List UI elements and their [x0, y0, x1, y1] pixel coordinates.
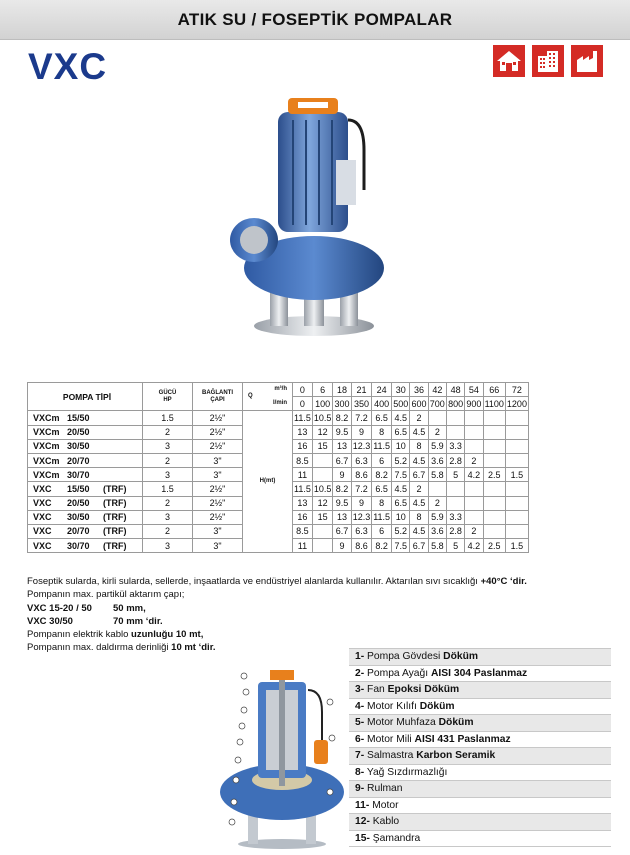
- head-value: 15: [312, 510, 333, 524]
- head-value: 11.5: [372, 439, 392, 453]
- part-item: 11- Motor: [349, 797, 611, 814]
- head-value: 11.5: [293, 482, 313, 496]
- head-value: [312, 524, 333, 538]
- head-value: 6.3: [351, 453, 372, 467]
- flow-m3h: 72: [505, 383, 528, 397]
- parts-table: [349, 648, 611, 847]
- head-value: [483, 482, 505, 496]
- head-value: 8: [372, 425, 392, 439]
- head-value: [465, 510, 483, 524]
- col-connection: BAĞLANTI ÇAPI: [193, 383, 243, 411]
- head-value: 8.6: [351, 468, 372, 482]
- head-value: 6.7: [410, 468, 428, 482]
- head-value: 9: [351, 425, 372, 439]
- head-value: 8: [372, 496, 392, 510]
- pump-model-name: VXCm 30/70: [28, 468, 143, 482]
- head-value: 9.5: [333, 425, 351, 439]
- power-hp: 1.5: [143, 482, 193, 496]
- head-value: 9: [333, 468, 351, 482]
- head-value: [312, 468, 333, 482]
- head-value: [465, 411, 483, 425]
- head-value: 5.2: [392, 453, 410, 467]
- head-value: [505, 439, 528, 453]
- flow-lmin: 0: [293, 397, 313, 411]
- head-value: [483, 496, 505, 510]
- part-row: [349, 781, 611, 798]
- part-row: [349, 764, 611, 781]
- head-value: 8.6: [351, 539, 372, 553]
- connection-size: 2½": [193, 425, 243, 439]
- part-item: 15- Şamandra: [349, 830, 611, 847]
- pump-image: [218, 90, 408, 340]
- flow-m3h: 0: [293, 383, 313, 397]
- head-value: 6.7: [410, 539, 428, 553]
- part-item: 4- Motor Kılıfı Döküm: [349, 698, 611, 715]
- head-value: 6.5: [372, 411, 392, 425]
- head-value: 8.2: [372, 468, 392, 482]
- flow-lmin: 500: [392, 397, 410, 411]
- head-value: 8.2: [372, 539, 392, 553]
- usage-notes: [27, 575, 527, 655]
- power-hp: 3: [143, 439, 193, 453]
- head-value: 7.2: [351, 482, 372, 496]
- part-row: [349, 665, 611, 682]
- head-value: 9: [351, 496, 372, 510]
- power-hp: 2: [143, 496, 193, 510]
- head-value: 4.5: [392, 411, 410, 425]
- head-value: 3.6: [428, 524, 446, 538]
- head-value: 7.5: [392, 539, 410, 553]
- head-value: 5.8: [428, 539, 446, 553]
- col-pump-type: POMPA TİPİ: [28, 383, 143, 411]
- flow-lmin: 300: [333, 397, 351, 411]
- head-value: 7.2: [351, 411, 372, 425]
- flow-lmin: 1200: [505, 397, 528, 411]
- flow-m3h: 21: [351, 383, 372, 397]
- head-value: 6: [372, 453, 392, 467]
- head-value: [505, 524, 528, 538]
- head-value: 2.8: [446, 524, 464, 538]
- flow-lmin: 700: [428, 397, 446, 411]
- head-value: 6.5: [392, 496, 410, 510]
- cable-line: Pompanın elektrik kablo uzunluğu 10 mt,: [27, 629, 204, 641]
- head-value: 1.5: [505, 468, 528, 482]
- head-value: 7.5: [392, 468, 410, 482]
- head-value: 8.2: [333, 411, 351, 425]
- flow-m3h: 48: [446, 383, 464, 397]
- connection-size: 3": [193, 524, 243, 538]
- head-value: 2: [465, 524, 483, 538]
- head-value: 6.5: [392, 425, 410, 439]
- power-hp: 2: [143, 524, 193, 538]
- part-item: 1- Pompa Gövdesi Döküm: [349, 649, 611, 666]
- head-value: 8: [410, 439, 428, 453]
- page-title: ATIK SU / FOSEPTİK POMPALAR: [177, 10, 453, 29]
- flow-m3h: 42: [428, 383, 446, 397]
- usage-line: Foseptik sularda, kirli sularda, sellerde, inşaatlarda ve endüstriyel alanlarda kullanılır. Aktarılan sıvı sıcaklığı +40°C ‘dir.: [27, 576, 527, 587]
- flow-m3h: 18: [333, 383, 351, 397]
- head-value: 6.7: [333, 524, 351, 538]
- head-value: [446, 496, 464, 510]
- head-value: 13: [293, 496, 313, 510]
- pump-model-name: VXC 20/70 (TRF): [28, 524, 143, 538]
- head-value: [483, 411, 505, 425]
- flow-lmin: 350: [351, 397, 372, 411]
- head-value: 3.6: [428, 453, 446, 467]
- connection-size: 2½": [193, 496, 243, 510]
- head-value: 13: [333, 439, 351, 453]
- connection-size: 3": [193, 468, 243, 482]
- part-row: [349, 649, 611, 666]
- head-value: 12.3: [351, 439, 372, 453]
- power-hp: 3: [143, 510, 193, 524]
- col-power: GÜCÜ HP: [143, 383, 193, 411]
- connection-size: 2½": [193, 439, 243, 453]
- part-row: [349, 830, 611, 847]
- pump-model-name: VXCm 20/70: [28, 453, 143, 467]
- head-value: 9: [333, 539, 351, 553]
- pump-model-name: VXC 15/50 (TRF): [28, 482, 143, 496]
- performance-table: [27, 382, 529, 553]
- part-item: 3- Fan Epoksi Döküm: [349, 682, 611, 699]
- connection-size: 3": [193, 539, 243, 553]
- head-value: 5: [446, 539, 464, 553]
- head-value: 2: [465, 453, 483, 467]
- head-value: 1.5: [505, 539, 528, 553]
- head-value: 3.3: [446, 510, 464, 524]
- power-hp: 2: [143, 425, 193, 439]
- head-value: 10: [392, 439, 410, 453]
- head-value: 5: [446, 468, 464, 482]
- head-value: 11: [293, 468, 313, 482]
- head-value: [505, 425, 528, 439]
- head-value: 6.5: [372, 482, 392, 496]
- part-row: [349, 797, 611, 814]
- head-value: [483, 510, 505, 524]
- head-value: [505, 510, 528, 524]
- particle-line: VXC 15-20 / 50 50 mm,: [27, 602, 146, 614]
- depth-line: Pompanın max. daldırma derinliği 10 mt ‘dir.: [27, 642, 216, 654]
- head-value: [505, 482, 528, 496]
- part-item: 12- Kablo: [349, 814, 611, 831]
- head-label: H(mt): [243, 411, 293, 553]
- head-value: 3.3: [446, 439, 464, 453]
- head-value: [465, 496, 483, 510]
- head-value: 4.5: [410, 425, 428, 439]
- power-hp: 3: [143, 539, 193, 553]
- head-value: 13: [333, 510, 351, 524]
- head-value: 8.5: [293, 524, 313, 538]
- table-row: [28, 411, 529, 425]
- pump-model-name: VXC 30/70 (TRF): [28, 539, 143, 553]
- head-value: 11.5: [372, 510, 392, 524]
- head-value: [505, 453, 528, 467]
- head-value: 5.9: [428, 510, 446, 524]
- head-value: 8: [410, 510, 428, 524]
- head-value: 2.5: [483, 539, 505, 553]
- pump-cross-section: [218, 662, 344, 850]
- part-item: 6- Motor Mili AISI 431 Paslanmaz: [349, 731, 611, 748]
- head-value: 4.5: [392, 482, 410, 496]
- head-value: 10.5: [312, 482, 333, 496]
- pump-model-name: VXCm 15/50: [28, 411, 143, 425]
- part-item: 8- Yağ Sızdırmazlığı: [349, 764, 611, 781]
- application-icons: [493, 45, 603, 77]
- flow-lmin: 400: [372, 397, 392, 411]
- connection-size: 3": [193, 453, 243, 467]
- head-value: 13: [293, 425, 313, 439]
- head-value: [483, 524, 505, 538]
- head-value: 5.2: [392, 524, 410, 538]
- head-value: [483, 439, 505, 453]
- building-icon: [532, 45, 564, 77]
- performance-rows: [28, 411, 529, 553]
- head-value: [465, 425, 483, 439]
- flow-lmin: 100: [312, 397, 333, 411]
- model-name: VXC: [28, 46, 108, 87]
- page-header: [0, 0, 630, 40]
- factory-icon: [571, 45, 603, 77]
- head-value: 10: [392, 510, 410, 524]
- head-value: 8.5: [293, 453, 313, 467]
- part-row: [349, 731, 611, 748]
- head-value: 12: [312, 496, 333, 510]
- head-value: 2: [410, 411, 428, 425]
- head-value: [465, 439, 483, 453]
- head-value: 2.5: [483, 468, 505, 482]
- head-value: 2: [410, 482, 428, 496]
- part-item: 7- Salmastra Karbon Seramik: [349, 748, 611, 765]
- head-value: [465, 482, 483, 496]
- part-row: [349, 682, 611, 699]
- part-row: [349, 814, 611, 831]
- power-hp: 2: [143, 453, 193, 467]
- head-value: 2.8: [446, 453, 464, 467]
- head-value: 5.8: [428, 468, 446, 482]
- head-value: 4.5: [410, 453, 428, 467]
- head-value: [428, 482, 446, 496]
- head-value: [312, 539, 333, 553]
- flow-m3h: 24: [372, 383, 392, 397]
- head-value: [483, 453, 505, 467]
- head-value: 4.5: [410, 496, 428, 510]
- pump-model-name: VXC 30/50 (TRF): [28, 510, 143, 524]
- flow-lmin: 800: [446, 397, 464, 411]
- head-value: [428, 411, 446, 425]
- part-row: [349, 748, 611, 765]
- flow-m3h: 54: [465, 383, 483, 397]
- flow-m3h: 30: [392, 383, 410, 397]
- head-value: 5.9: [428, 439, 446, 453]
- flow-m3h: 36: [410, 383, 428, 397]
- house-icon: [493, 45, 525, 77]
- head-value: 15: [312, 439, 333, 453]
- connection-size: 2½": [193, 510, 243, 524]
- connection-size: 2½": [193, 411, 243, 425]
- pump-model-name: VXCm 20/50: [28, 425, 143, 439]
- head-value: [505, 411, 528, 425]
- power-hp: 3: [143, 468, 193, 482]
- head-value: [312, 453, 333, 467]
- head-value: 6.7: [333, 453, 351, 467]
- head-value: 11: [293, 539, 313, 553]
- head-value: 12.3: [351, 510, 372, 524]
- particle-intro: Pompanın max. partikül aktarım çapı;: [27, 589, 185, 601]
- head-value: 4.5: [410, 524, 428, 538]
- particle-line: VXC 30/50 70 mm ‘dir.: [27, 615, 163, 627]
- part-item: 2- Pompa Ayağı AISI 304 Paslanmaz: [349, 665, 611, 682]
- head-value: 2: [428, 425, 446, 439]
- head-value: 16: [293, 510, 313, 524]
- head-value: 2: [428, 496, 446, 510]
- head-value: [483, 425, 505, 439]
- head-value: 6.3: [351, 524, 372, 538]
- head-value: 11.5: [293, 411, 313, 425]
- col-q: m³/h Q l/min: [243, 383, 293, 411]
- power-hp: 1.5: [143, 411, 193, 425]
- head-value: [446, 425, 464, 439]
- head-value: 6: [372, 524, 392, 538]
- head-value: 12: [312, 425, 333, 439]
- head-value: 8.2: [333, 482, 351, 496]
- head-value: [505, 496, 528, 510]
- part-row: [349, 698, 611, 715]
- part-item: 9- Rulman: [349, 781, 611, 798]
- part-item: 5- Motor Muhfaza Döküm: [349, 715, 611, 732]
- connection-size: 2½": [193, 482, 243, 496]
- pump-model-name: VXC 20/50 (TRF): [28, 496, 143, 510]
- flow-lmin: 900: [465, 397, 483, 411]
- head-value: 4.2: [465, 539, 483, 553]
- head-value: [446, 411, 464, 425]
- head-value: [446, 482, 464, 496]
- flow-m3h: 6: [312, 383, 333, 397]
- head-value: 9.5: [333, 496, 351, 510]
- flow-m3h: 66: [483, 383, 505, 397]
- head-value: 4.2: [465, 468, 483, 482]
- head-value: 10.5: [312, 411, 333, 425]
- part-row: [349, 715, 611, 732]
- head-value: 16: [293, 439, 313, 453]
- pump-model-name: VXCm 30/50: [28, 439, 143, 453]
- flow-lmin: 600: [410, 397, 428, 411]
- flow-lmin: 1100: [483, 397, 505, 411]
